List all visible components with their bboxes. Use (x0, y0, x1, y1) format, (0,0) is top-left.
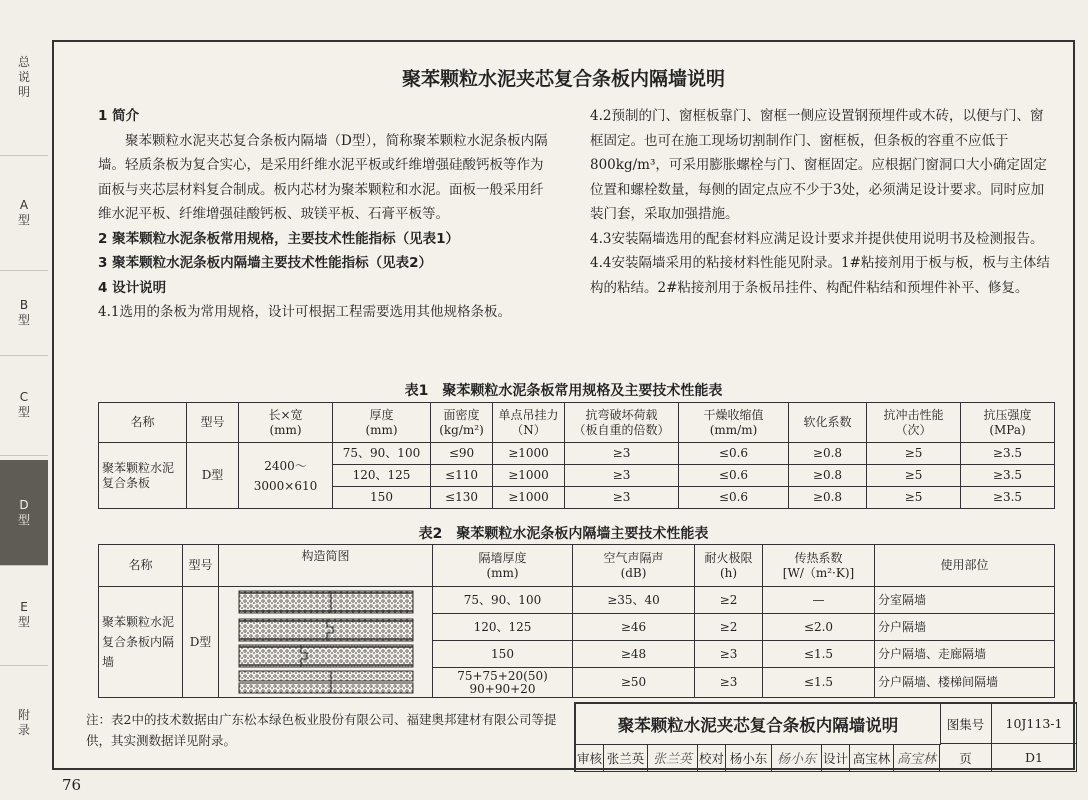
column-header: 面密度 (kg/m²) (431, 403, 493, 443)
tab-label: 说 (17, 70, 30, 84)
column-header: 名称 (99, 545, 183, 587)
cell: ≤1.5 (763, 668, 875, 698)
panel-section-4 (239, 671, 413, 693)
cell: ≥3 (565, 487, 679, 509)
designer-signature: 高宝林 (894, 744, 940, 772)
left-column (98, 104, 554, 325)
tab-label: 附 (17, 707, 30, 722)
table1 (98, 402, 1055, 509)
cell: ≥1000 (493, 443, 565, 465)
tab-label: 型 (17, 405, 30, 419)
title-block-title: 聚苯颗粒水泥夹芯复合条板内隔墙说明 (576, 704, 941, 745)
drawing-sheet (52, 40, 1075, 770)
right-column (590, 104, 1052, 300)
table-header-row (99, 545, 1055, 587)
reviewer-name: 张兰英 (604, 744, 648, 772)
cell: ≥3.5 (961, 443, 1055, 465)
tab-label: A (19, 197, 29, 212)
cell: 75、90、100 (433, 587, 573, 614)
column-header: 抗弯破坏荷载 （板自重的倍数） (565, 403, 679, 443)
cell: ≥1000 (493, 487, 565, 509)
cell: ≤2.0 (763, 614, 875, 641)
cell: ≥1000 (493, 465, 565, 487)
check-label: 校对 (698, 744, 726, 772)
tab-label: 明 (17, 85, 30, 99)
cell: ≥48 (573, 641, 695, 668)
tab-a[interactable] (0, 155, 48, 271)
table-header-row (99, 403, 1055, 443)
table1-caption: 表1 聚苯颗粒水泥条板常用规格及主要技术性能表 (404, 383, 723, 399)
column-header: 使用部位 (875, 545, 1055, 587)
tab-d[interactable] (0, 460, 48, 566)
tab-label: E (20, 600, 28, 614)
cell: ≥46 (573, 614, 695, 641)
table2-caption: 表2 聚苯颗粒水泥条板内隔墙主要技术性能表 (418, 526, 709, 542)
cell: 分室隔墙 (875, 587, 1055, 614)
cell: ≥0.8 (789, 465, 867, 487)
cell: ≤110 (431, 465, 493, 487)
tab-label: 型 (17, 512, 30, 527)
tab-general[interactable] (0, 0, 48, 156)
cell: ≥3.5 (961, 487, 1055, 509)
cell: 120、125 (333, 465, 431, 487)
panel-section-1 (239, 591, 413, 613)
sidebar (0, 0, 48, 800)
page-code: D1 (992, 744, 1077, 772)
cell: 聚苯颗粒水泥复合条板内隔墙 (99, 587, 183, 698)
section-heading: 1 简介 (98, 108, 140, 124)
column-header: 单点吊挂力 （N） (493, 403, 565, 443)
tab-label: 总 (17, 55, 30, 69)
construction-diagram (219, 587, 433, 698)
cell: ≤0.6 (679, 487, 789, 509)
cell: 150 (333, 487, 431, 509)
design-label: 设计 (822, 744, 850, 772)
panel-section-2 (239, 619, 413, 641)
column-header: 长×宽 (mm) (239, 403, 333, 443)
tab-label: 型 (17, 615, 30, 629)
wall-section-diagram (231, 589, 421, 695)
checker-name: 杨小东 (726, 744, 772, 772)
cell: 分户隔墙、走廊隔墙 (875, 641, 1055, 668)
cell: ≥0.8 (789, 443, 867, 465)
tab-label: C (19, 390, 29, 404)
cell: D型 (187, 443, 239, 509)
cell: ≤0.6 (679, 443, 789, 465)
cell: ≤0.6 (679, 465, 789, 487)
cell: ≤1.5 (763, 641, 875, 668)
section-heading: 4 设计说明 (98, 279, 167, 296)
review-label: 审核 (576, 744, 604, 772)
atlas-label: 图集号 (940, 704, 992, 744)
title-block (574, 702, 1077, 772)
cell: 75+75+20(50) 90+90+20 (433, 668, 573, 698)
cell: 聚苯颗粒水泥复合条板 (99, 443, 187, 509)
tab-label: 型 (17, 312, 30, 327)
tab-label: 录 (17, 722, 30, 737)
table-row (99, 587, 1055, 614)
paragraph: 4.3安装隔墙选用的配套材料应满足设计要求并提供使用说明书及检测报告。 (590, 230, 1044, 247)
panel-section-3 (239, 645, 413, 667)
column-header: 抗冲击性能 （次） (867, 403, 961, 443)
cell: ≥3 (695, 668, 763, 698)
paragraph: 4.4安装隔墙采用的粘接材料性能见附录。1#粘接剂用于板与板，板与主体结构的粘结。2#粘接剂用于条板吊挂件、构配件粘结和预埋件补平、修复。 (590, 255, 1050, 296)
tab-label: 型 (17, 212, 30, 227)
cell: — (763, 587, 875, 614)
paragraph: 4.2预制的门、窗框板靠门、窗框一侧应设置钢预埋件或木砖，以便与门、窗框固定。也可在施工现场切割制作门、窗框板，但条板的容重不应低于800kg/m³，可采用膨胀螺栓与门、窗框固定。应根据门窗洞口大小确定固定位置和螺栓数量，每侧的固定点应不少于3处，必须满足设计要求。同时应加装门套，采取加强措施。 (590, 108, 1047, 222)
column-header: 隔墙厚度 (mm) (433, 545, 573, 587)
paragraph: 4.1选用的条板为常用规格，设计可根据工程需要选用其他规格条板。 (98, 304, 511, 320)
paragraph: 聚苯颗粒水泥夹芯复合条板内隔墙（D型），简称聚苯颗粒水泥条板内隔墙。轻质条板为复合实心，是采用纤维水泥平板或纤维增强硅酸钙板等作为面板与夹芯层材料复合制成。板内芯材为聚苯颗粒和水泥。面板一般采用纤维水泥平板、纤维增强硅酸钙板、玻镁平板、石膏平板等。 (98, 132, 548, 222)
column-header: 软化系数 (789, 403, 867, 443)
cell: 分户隔墙 (875, 614, 1055, 641)
cell: ≤90 (431, 443, 493, 465)
page-number: 76 (62, 776, 82, 794)
checker-signature: 杨小东 (772, 744, 822, 772)
cell: ≥3 (565, 443, 679, 465)
designer-name: 高宝林 (850, 744, 894, 772)
column-header: 构造简图 (219, 545, 433, 587)
cell: 150 (433, 641, 573, 668)
cell: ≥5 (867, 443, 961, 465)
cell: ≥2 (695, 587, 763, 614)
tab-e[interactable] (0, 565, 48, 666)
reviewer-signature: 张兰英 (648, 744, 698, 772)
cell: 分户隔墙、楼梯间隔墙 (875, 668, 1055, 698)
column-header: 耐火极限 (h) (695, 545, 763, 587)
cell: ≥50 (573, 668, 695, 698)
table2 (98, 544, 1055, 698)
column-header: 空气声隔声 (dB) (573, 545, 695, 587)
cell: 2400～ 3000×610 (239, 443, 333, 509)
cell: ≥35、40 (573, 587, 695, 614)
atlas-number: 10J113-1 (992, 704, 1077, 744)
cell: ≥3 (695, 641, 763, 668)
cell: ≥5 (867, 465, 961, 487)
page-label: 页 (940, 744, 992, 772)
column-header: 型号 (183, 545, 219, 587)
cell: ≥5 (867, 487, 961, 509)
cell: 120、125 (433, 614, 573, 641)
column-header: 干燥收缩值 (mm/m) (679, 403, 789, 443)
tab-appendix[interactable] (0, 665, 48, 780)
tab-label: B (19, 297, 29, 312)
column-header: 厚度 (mm) (333, 403, 431, 443)
tab-b[interactable] (0, 270, 48, 356)
cell: ≥2 (695, 614, 763, 641)
table-row (99, 443, 1055, 465)
cell: ≥0.8 (789, 487, 867, 509)
column-header: 抗压强度 (MPa) (961, 403, 1055, 443)
tab-c[interactable] (0, 355, 48, 456)
cell: D型 (183, 587, 219, 698)
footnote: 注：表2中的技术数据由广东松本绿色板业股份有限公司、福建奥邦建材有限公司等提供，其实测数据详见附录。 (86, 712, 557, 748)
section-heading: 3 聚苯颗粒水泥条板内隔墙主要技术性能指标（见表2） (98, 255, 432, 271)
cell: ≤130 (431, 487, 493, 509)
tab-label: D (19, 497, 29, 512)
column-header: 名称 (99, 403, 187, 443)
cell: 75、90、100 (333, 443, 431, 465)
page-title: 聚苯颗粒水泥夹芯复合条板内隔墙说明 (401, 68, 725, 90)
cell: ≥3.5 (961, 465, 1055, 487)
column-header: 型号 (187, 403, 239, 443)
cell: ≥3 (565, 465, 679, 487)
column-header: 传热系数 [W/（m²·K)] (763, 545, 875, 587)
section-heading: 2 聚苯颗粒水泥条板常用规格，主要技术性能指标（见表1） (98, 230, 459, 247)
